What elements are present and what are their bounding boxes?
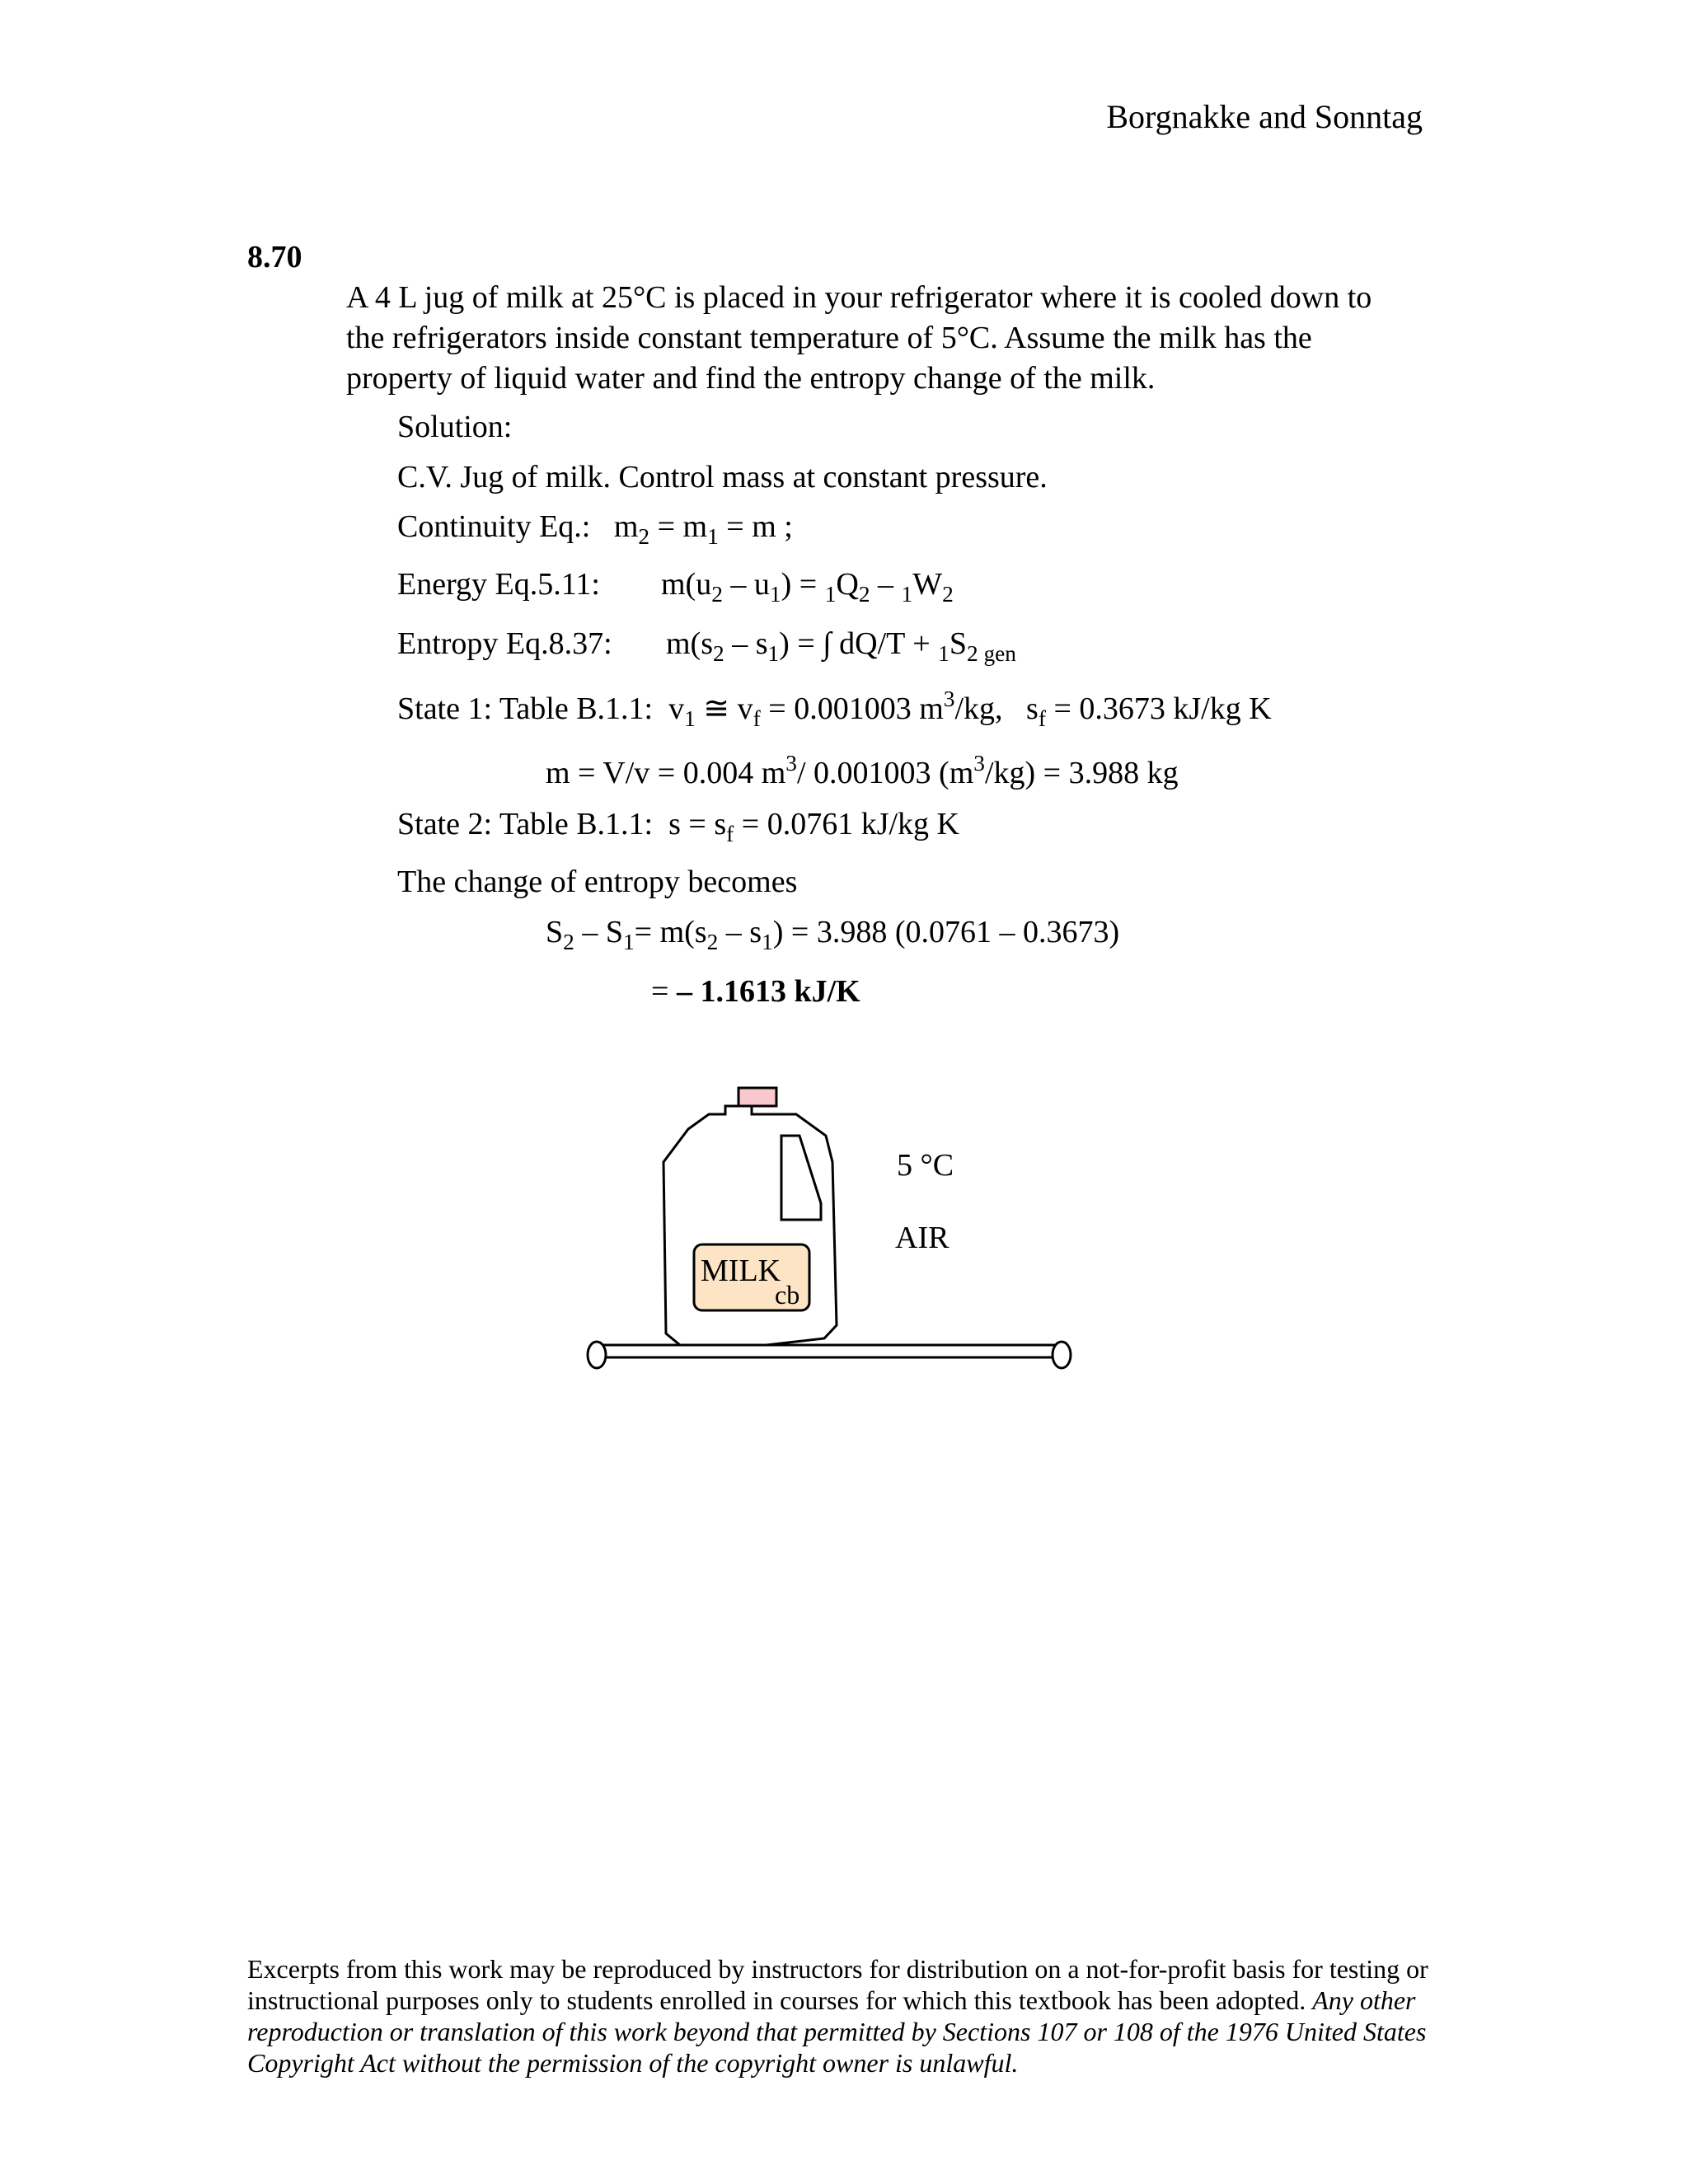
mass-calculation: m = V/v = 0.004 $m^3/$ 0.001003 $(m^3/kg) = 3.988$ kg xyxy=(546,750,1179,790)
entropy-equation-expression: $m(s_2 - s_1)$ = ∫ $dQ/T + _1S_{2 gen}$ xyxy=(666,626,1016,666)
copyright-footer xyxy=(247,1953,1451,2079)
statement-line: A 4 L jug of milk at 25°C is placed in your refrigerator where it is cooled down to xyxy=(346,280,1372,315)
ambient-temperature: 5 °C xyxy=(897,1148,954,1183)
final-result: = – 1.1613 kJ/K xyxy=(651,974,860,1009)
solution-label: Solution: xyxy=(397,410,513,444)
state-2-line: State 2: Table B.1.1: $s = s_f = 0.0761$ kJ/kg K xyxy=(397,807,959,846)
entropy-label: Entropy Eq.8.37: xyxy=(397,626,612,661)
milk-label-text: MILK xyxy=(701,1254,781,1288)
shelf-bar xyxy=(595,1345,1063,1357)
shelf-right-end xyxy=(1053,1342,1071,1368)
energy-label: Energy Eq.5.11: xyxy=(397,567,600,602)
state-1-line: State 1: Table B.1.1: $v_1$ ≅ $v_f = 0.001003$ $m^3/kg$, $s_f = 0.3673$ kJ/kg K xyxy=(397,686,1272,731)
footer-normal-text: Excerpts from this work may be reproduced by instructors for distribution on a not-for-profit basis for testing or instructional purposes only to students enrolled in courses for which this textbook has been adopted. xyxy=(247,1954,1428,2015)
final-result-value: – 1.1613 kJ/K xyxy=(676,974,860,1009)
state-1-label: State 1: Table B.1.1: xyxy=(397,691,654,726)
page-header-authors: Borgnakke and Sonntag xyxy=(1106,98,1423,135)
statement-line: the refrigerators inside constant temperature of 5°C. Assume the milk has the xyxy=(346,321,1312,355)
shelf-left-end xyxy=(588,1342,606,1368)
sf2-value: 0.0761 kJ/kg K xyxy=(767,807,959,841)
energy-equation-expression: $m(u_2 - u_1) = _1Q_2 - _1W_2$ xyxy=(661,567,954,607)
ambient-medium: AIR xyxy=(895,1221,950,1255)
artist-initials: cb xyxy=(775,1280,800,1310)
continuity-equation: Continuity Eq.: $m_2 = m_1 = m$ ; xyxy=(397,509,793,549)
jug-cap xyxy=(738,1088,776,1106)
entropy-change-label: The change of entropy becomes xyxy=(397,865,798,899)
shelf-rod xyxy=(588,1342,1071,1368)
entropy-change-equation: $S_2 - S_1= m(s_2 - s_1) = 3.988$ (0.0761 – 0.3673) xyxy=(546,915,1120,954)
mass-result: 3.988 kg xyxy=(1068,756,1179,790)
problem-number: 8.70 xyxy=(247,240,302,274)
continuity-label: Continuity Eq.: xyxy=(397,509,591,544)
statement-line: property of liquid water and find the entropy change of the milk. xyxy=(346,361,1156,396)
sf1-value: 0.3673 kJ/kg K xyxy=(1079,691,1272,726)
state-2-label: State 2: Table B.1.1: xyxy=(397,807,654,841)
footer-italic-text: Any other reproduction or translation of this work beyond that permitted by Sections 107 or 108 of the 1976 United States Copyright Act without the permission of the copyright owner is unlawful. xyxy=(247,1985,1427,2078)
control-volume-text: C.V. Jug of milk. Control mass at constant pressure. xyxy=(397,460,1048,494)
